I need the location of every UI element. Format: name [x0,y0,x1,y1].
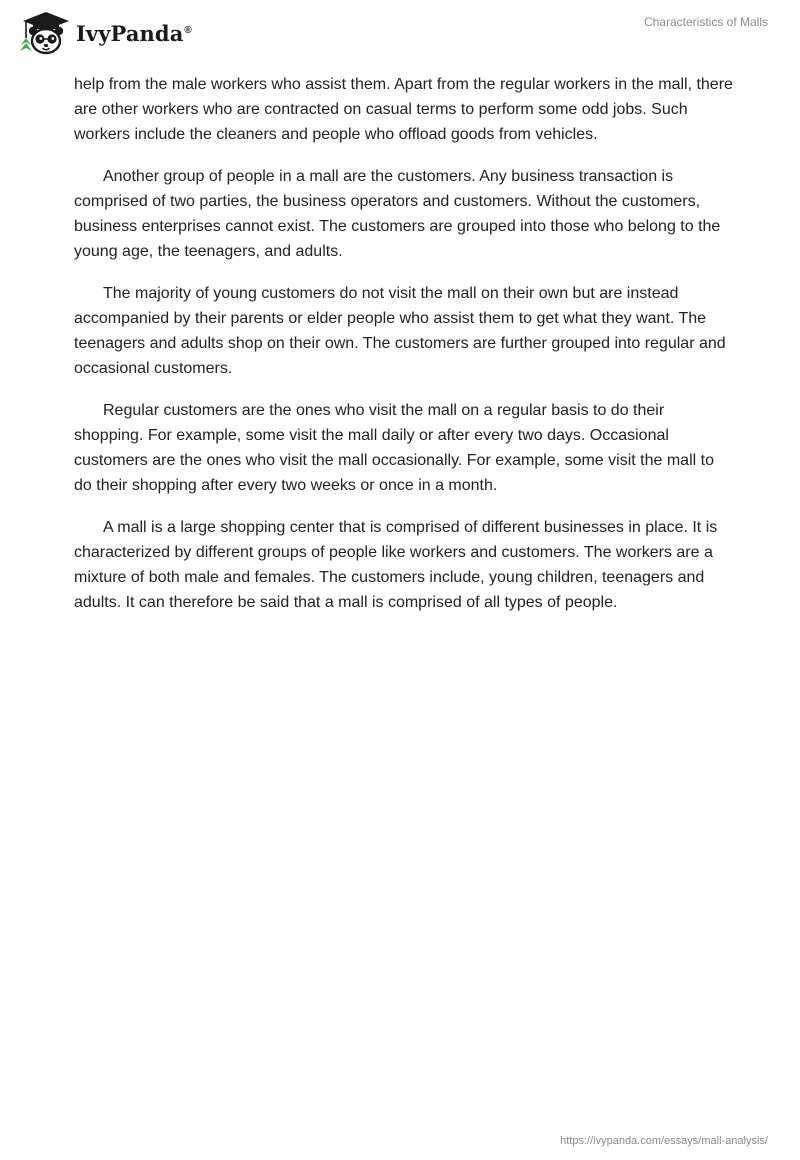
brand-logo[interactable] [14,8,192,56]
paragraph: help from the male workers who assist them. Apart from the regular workers in the mall, there are other workers who are contracted on casual terms to perform some odd jobs. Such workers include the cleaners and people who offload goods from vehicles. [74,76,733,143]
registered-mark: ® [184,24,192,36]
source-url[interactable]: https://ivypanda.com/essays/mall-analysis/ [560,1135,768,1147]
brand-name: IvyPanda® [76,20,192,46]
paragraph: Regular customers are the ones who visit the mall on a regular basis to do their shopping. For example, some visit the mall daily or after every two days. Occasional customers are the ones who visit the mall occasionally. For example, some visit the mall to do their shopping after every two weeks or once in a month. [74,402,714,494]
paragraph: A mall is a large shopping center that is comprised of different businesses in place. It is characterized by different groups of people like workers and customers. The workers are a mixture of both male and females. The customers include, young children, teenagers and adults. It can therefore be said that a mall is comprised of all types of people. [74,519,718,611]
document-title: Characteristics of Malls [643,15,768,29]
essay-body [74,72,734,632]
paragraph: The majority of young customers do not visit the mall on their own but are instead accompanied by their parents or elder people who assist them to get what they want. The teenagers and adults shop on their own. The customers are further grouped into regular and occasional customers. [74,285,726,377]
panda-graduation-cap-icon [14,8,72,56]
page-header [0,0,800,66]
paragraph: Another group of people in a mall are the customers. Any business transaction is comprised of two parties, the business operators and customers. Without the customers, business enterprises cannot exist. The customers are grouped into those who belong to the young age, the teenagers, and adults. [74,168,721,260]
